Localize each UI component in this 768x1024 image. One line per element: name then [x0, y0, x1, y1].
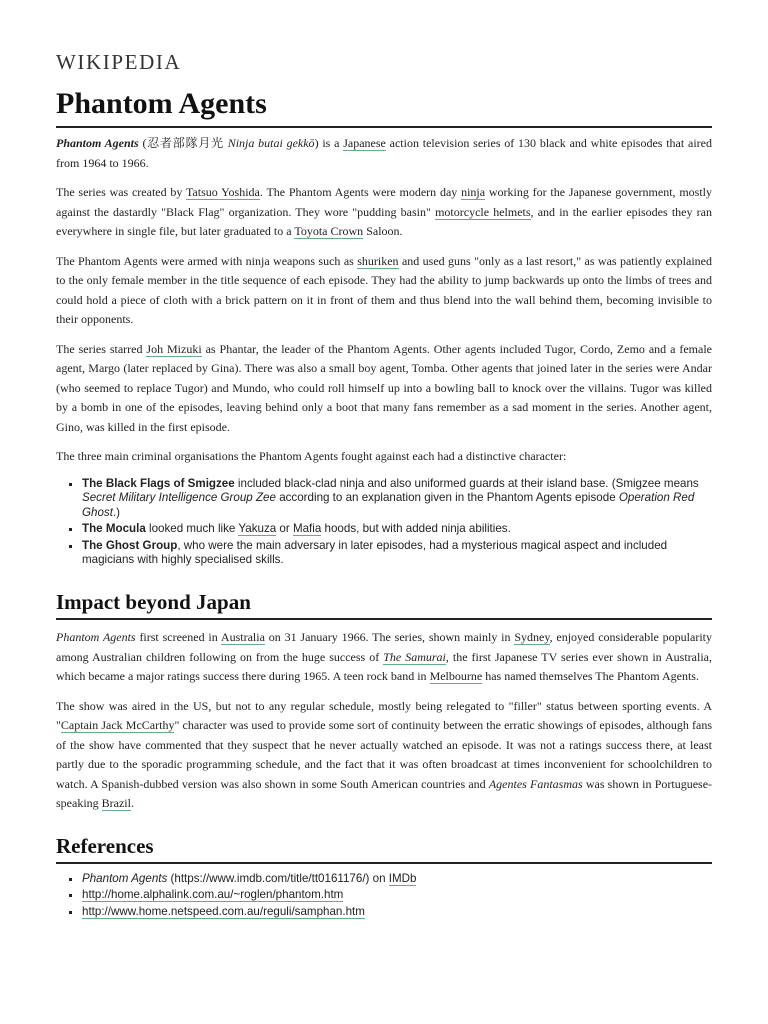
text: , and in the earlier episodes they ran everywhere in single file, but later graduated to a [56, 204, 712, 238]
text: Saloon. [363, 224, 403, 238]
intro-romaji: Ninja butai gekkō [227, 136, 315, 150]
organisations-list [56, 477, 712, 569]
reference-link[interactable]: http://www.home.netspeed.com.au/reguli/samphan.htm [82, 904, 365, 918]
intro-kanji: 忍者部隊月光 [146, 136, 224, 150]
paragraph-cast [56, 340, 712, 438]
intro-paragraph: Phantom Agents (忍者部隊月光 Ninja butai gekkō) is a Japanese action television series of 130 black and white episodes that aired from 1964 to 1966. [56, 136, 712, 170]
reference-link[interactable]: Phantom Agents [82, 871, 168, 885]
text: The Phantom Agents were armed with ninja weapons such as [56, 253, 358, 268]
paragraph-creation [56, 183, 712, 242]
text: hoods, but with added ninja abilities. [321, 522, 511, 536]
section-heading-references: References [56, 832, 712, 864]
intro-text: is a [318, 136, 344, 150]
text: on 31 January 1966. The series, shown mainly in [264, 630, 515, 645]
text: , enjoyed considerable popularity among Australian children following on from the huge success of [56, 630, 713, 664]
paragraph-organisations: The three main criminal organisations the Phantom Agents fought against each had a distinctive character: [56, 449, 567, 463]
intro-text: action television series of 130 black and white episodes that aired from 1964 to 1966. [56, 136, 712, 170]
link-tatsuo-yoshida[interactable]: Tatsuo Yoshida [185, 185, 260, 199]
text: The show was aired in the US, but not to any regular schedule, mostly being relegated to "filler" status between sporting events. A " [56, 698, 712, 733]
text: and used guns "only as a last resort," as was patiently explained to the only female member in the title sequence of each episode. They had the ability to jump backwards up onto the limbs of trees and could hold a piece of cloth with a brick pattern on it in front of them and thus blend into the wall behind them, becoming invisible to their opponents. [56, 253, 713, 326]
paragraph-weapons [56, 252, 712, 330]
link-yakuza[interactable]: Yakuza [238, 522, 277, 536]
reference-link[interactable]: http://home.alphalink.com.au/~roglen/phantom.htm [82, 888, 344, 902]
paragraph-us [56, 697, 712, 814]
text: The series starred [56, 341, 147, 356]
link-toyota-crown[interactable]: Toyota Crown [294, 224, 364, 238]
text: Phantom Agents [56, 630, 136, 645]
list-item [82, 539, 712, 568]
text: , the first Japanese TV series ever shown in Australia, which became a major ratings success there during 1965. A teen rock band in [56, 649, 713, 684]
link-japanese[interactable]: Japanese [343, 136, 386, 150]
list-item [82, 522, 712, 537]
page-title: Phantom Agents [56, 86, 712, 128]
text: as Phantar, the leader of the Phantom Agents. Other agents included Tugor, Cordo, Zemo and a female agent, Margo (later replaced by Gina). There was also a small boy agent, Tomba. Other agents that joined later in the series were Andar (who seemed to replace Tugor) and Mundo, who could roll himself up into a bowling ball to knock over the villains. Tugor was killed by a bomb in one of the episodes, leaving behind only a boot that many fans remember as a sad moment in the series. Another agent, Gino, was killed in the first episode. [56, 341, 712, 434]
org-name: The Ghost Group [82, 538, 178, 552]
link-australia[interactable]: Australia [220, 630, 265, 645]
link-captain-jack-mccarthy[interactable]: Captain Jack McCarthy [60, 718, 175, 733]
text: Secret Military Intelligence Group Zee [82, 491, 276, 505]
text: or [276, 522, 293, 536]
link-motorcycle-helmets[interactable]: motorcycle helmets [435, 204, 531, 219]
text: , who were the main adversary in later episodes, had a mysterious magical aspect and included magicians with highly specialised skills. [82, 538, 668, 567]
wikipedia-logo[interactable]: WIKIPEDIA [56, 50, 182, 74]
text: Operation Red Ghost [82, 491, 695, 519]
reference-item [82, 888, 712, 903]
link-joh-mizuki[interactable]: Joh Mizuki [146, 341, 202, 356]
link-sydney[interactable]: Sydney [514, 630, 550, 645]
text: was shown in Portuguese-speaking [56, 776, 713, 811]
text: " character was used to provide some sort of continuity between the erratic showings of episodes, although fans of the show have commented that they suspect that he never actually watched an episode. It was not a ratings success there, at least partly due to the sporadic programming schedule, and the fact that it was often broadcast at times inconvenient for schoolchildren to watch. A Spanish-dubbed version was also shown in some South American countries and [56, 718, 712, 791]
link-ninja[interactable]: ninja [461, 185, 486, 199]
text: first screened in [135, 630, 221, 645]
link-the-samurai[interactable]: The Samurai [383, 649, 446, 664]
link-brazil[interactable]: Brazil [101, 796, 131, 811]
reference-item [82, 872, 712, 887]
reference-item [82, 905, 712, 920]
text: according to an explanation given in the Phantom Agents episode [275, 491, 619, 505]
text: . The Phantom Agents were modern day [259, 185, 462, 199]
text: working for the Japanese government, mostly against the dastardly "Black Flag" organization. They wore "pudding basin" [56, 185, 712, 219]
references-list [56, 872, 712, 920]
link-shuriken[interactable]: shuriken [357, 253, 399, 268]
section-heading-impact: Impact beyond Japan [56, 588, 712, 620]
reference-url: (https://www.imdb.com/title/tt0161176/) on [167, 871, 389, 885]
link-mafia[interactable]: Mafia [292, 522, 322, 536]
paragraph-australia [56, 628, 712, 687]
intro-title: Phantom Agents [56, 136, 139, 150]
text: included black-clad ninja and also uniformed guards at their island base. (Smigzee means [234, 476, 699, 490]
list-item [82, 477, 712, 521]
org-name: The Mocula [82, 522, 146, 536]
text: looked much like [145, 522, 239, 536]
text: . [130, 796, 134, 811]
article-body [56, 134, 712, 939]
link-melbourne[interactable]: Melbourne [429, 669, 483, 684]
org-name: The Black Flags of Smigzee [82, 476, 235, 490]
text: The series was created by [56, 185, 186, 199]
text: .) [112, 505, 121, 519]
text: has named themselves The Phantom Agents. [482, 669, 699, 684]
link-imdb[interactable]: IMDb [388, 871, 417, 885]
text: Agentes Fantasmas [488, 776, 583, 791]
